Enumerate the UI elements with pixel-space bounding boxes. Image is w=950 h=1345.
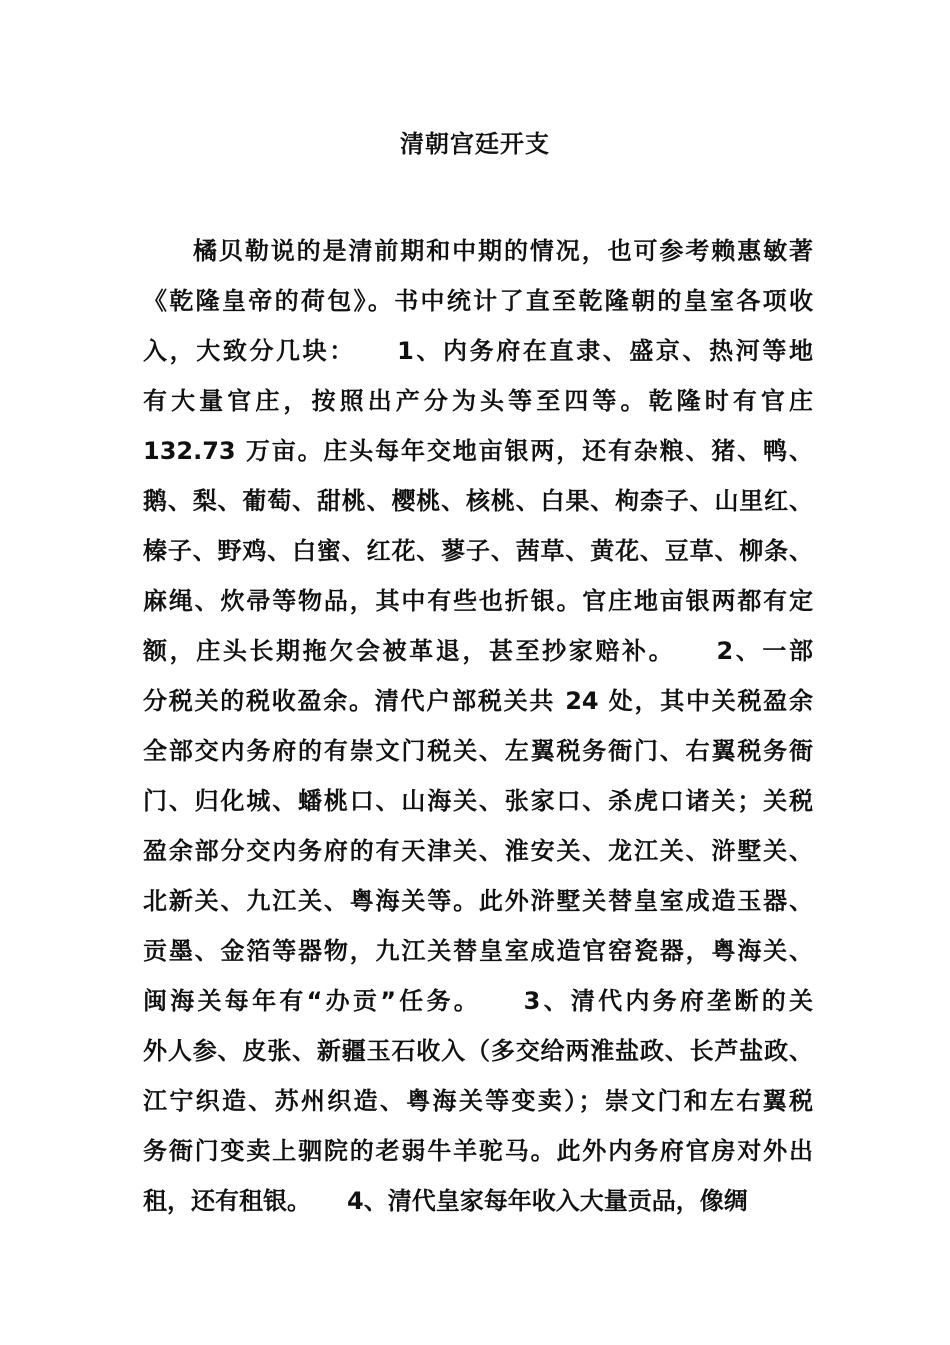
text-line: 额，庄头长期拖欠会被革退，甚至抄家赔补。 2、一部 [143, 637, 813, 665]
text-line: 外人参、皮张、新疆玉石收入（多交给两淮盐政、长芦盐政、 [143, 1037, 813, 1065]
body-paragraph [143, 226, 813, 1226]
text-line: 门、归化城、蟠桃口、山海关、张家口、杀虎口诸关；关税 [143, 787, 813, 815]
text-line: 麻绳、炊帚等物品，其中有些也折银。官庄地亩银两都有定 [143, 587, 813, 615]
text-line: 橘贝勒说的是清前期和中期的情况，也可参考赖惠敏著 [193, 237, 813, 265]
text-line: 盈余部分交内务府的有天津关、淮安关、龙江关、浒墅关、 [143, 837, 813, 865]
text-line: 入，大致分几块： 1、内务府在直隶、盛京、热河等地 [143, 337, 813, 365]
text-line: 贡墨、金箔等器物，九江关替皇室成造官窑瓷器，粤海关、 [143, 937, 813, 965]
text-line: 132.73 万亩。庄头每年交地亩银两，还有杂粮、猪、鸭、 [143, 437, 813, 465]
text-line: 《乾隆皇帝的荷包》。书中统计了直至乾隆朝的皇室各项收 [143, 287, 813, 315]
text-line: 全部交内务府的有崇文门税关、左翼税务衙门、右翼税务衙 [143, 737, 813, 765]
text-line: 有大量官庄，按照出产分为头等至四等。乾隆时有官庄 [143, 387, 813, 415]
text-line: 北新关、九江关、粤海关等。此外浒墅关替皇室成造玉器、 [143, 887, 813, 915]
text-line: 务衙门变卖上驷院的老弱牛羊驼马。此外内务府官房对外出 [143, 1137, 813, 1165]
text-line: 鹅、梨、葡萄、甜桃、樱桃、核桃、白果、枸柰子、山里红、 [143, 487, 813, 515]
page-title: 清朝宫廷开支 [400, 130, 550, 158]
text-line: 榛子、野鸡、白蜜、红花、蓼子、茜草、黄花、豆草、柳条、 [143, 537, 813, 565]
text-line: 江宁织造、苏州织造、粤海关等变卖）；崇文门和左右翼税 [143, 1087, 813, 1115]
text-line: 分税关的税收盈余。清代户部税关共 24 处，其中关税盈余 [143, 687, 813, 715]
text-line: 闽海关每年有“办贡”任务。 3、清代内务府垄断的关 [143, 987, 813, 1015]
text-line: 租，还有租银。 4、清代皇家每年收入大量贡品，像绸 [143, 1187, 748, 1215]
